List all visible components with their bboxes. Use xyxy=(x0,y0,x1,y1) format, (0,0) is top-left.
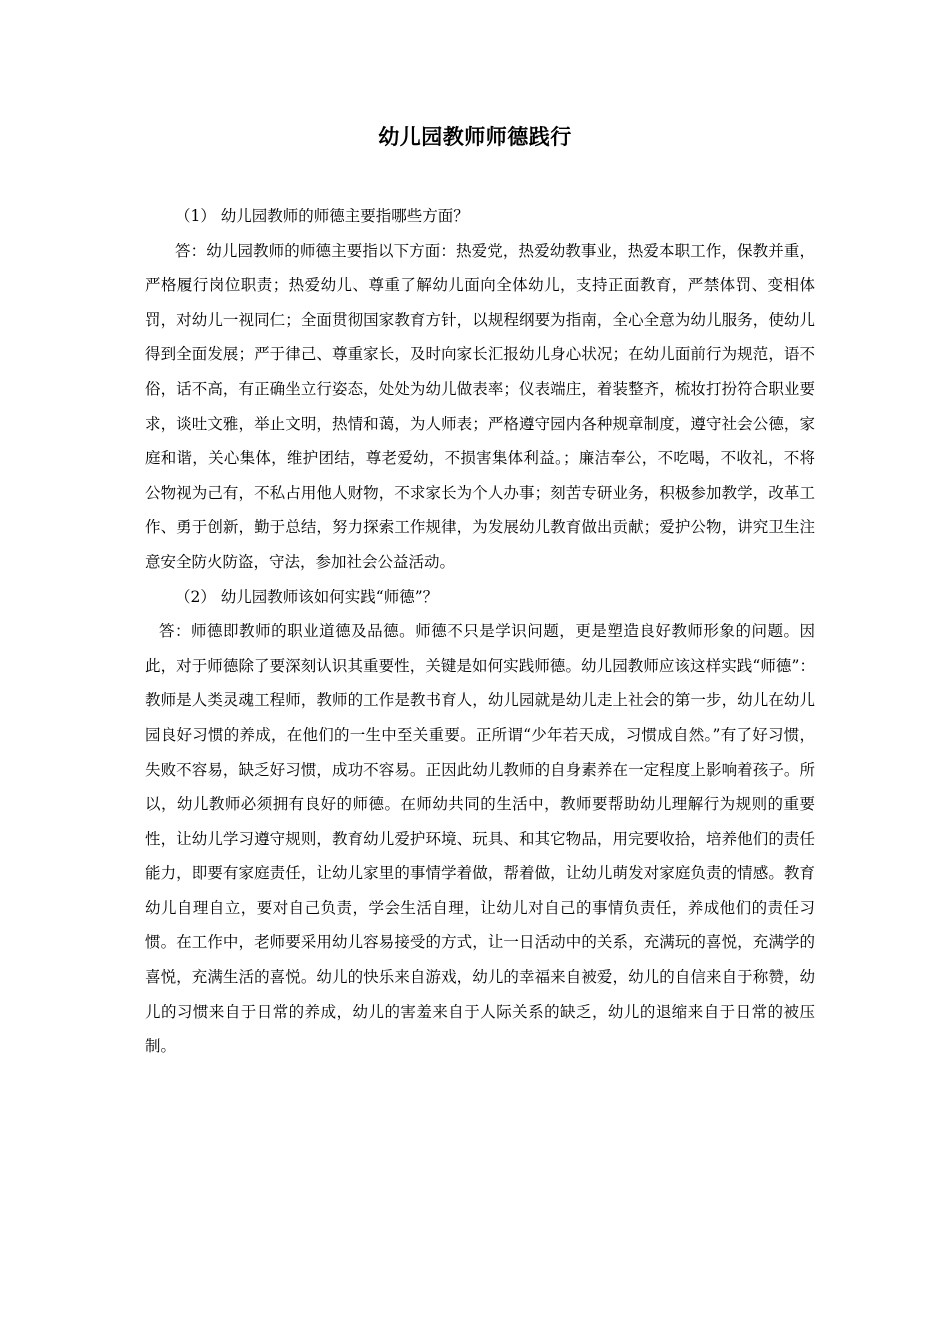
answer-2: 答：师德即教师的职业道德及品德。师德不只是学识问题，更是塑造良好教师形象的问题。因此，对于师德除了要深刻认识其重要性，关键是如何实践师德。幼儿园教师应该这样实践“师德”：教师是人类灵魂工程师，教师的工作是教书育人，幼儿园就是幼儿走上社会的第一步，幼儿在幼儿园良好习惯的养成，在他们的一生中至关重要。正所谓“少年若天成，习惯成自然。”有了好习惯，失败不容易，缺乏好习惯，成功不容易。正因此幼儿教师的自身素养在一定程度上影响着孩子。所以，幼儿教师必须拥有良好的师德。在师幼共同的生活中，教师要帮助幼儿理解行为规则的重要性，让幼儿学习遵守规则，教育幼儿爱护环境、玩具、和其它物品，用完要收拾，培养他们的责任能力，即要有家庭责任，让幼儿家里的事情学着做，帮着做，让幼儿萌发对家庭负责的情感。教育幼儿自理自立，要对自己负责，学会生活自理，让幼儿对自己的事情负责任，养成他们的责任习惯。在工作中，老师要采用幼儿容易接受的方式，让一日活动中的关系，充满玩的喜悦，充满学的喜悦，充满生活的喜悦。幼儿的快乐来自游戏，幼儿的幸福来自被爱，幼儿的自信来自于称赞，幼儿的习惯来自于日常的养成，幼儿的害羞来自于人际关系的缺乏，幼儿的退缩来自于日常的被压制。 xyxy=(145,622,815,1056)
answer-1: 答：幼儿园教师的师德主要指以下方面：热爱党，热爱幼教事业，热爱本职工作，保教并重，严格履行岗位职责；热爱幼儿、尊重了解幼儿面向全体幼儿，支持正面教育，严禁体罚、变相体罚，对幼儿一视同仁；全面贯彻国家教育方针，以规程纲要为指南，全心全意为幼儿服务，使幼儿得到全面发展；严于律己、尊重家长，及时向家长汇报幼儿身心状况；在幼儿面前行为规范，语不俗，话不高，有正确坐立行姿态，处处为幼儿做表率；仪表端庄，着装整齐，梳妆打扮符合职业要求，谈吐文雅，举止文明，热情和蔼，为人师表；严格遵守园内各种规章制度，遵守社会公德，家庭和谐，关心集体，维护团结，尊老爱幼，不损害集体利益。；廉洁奉公，不吃喝，不收礼，不将公物视为己有，不私占用他人财物，不求家长为个人办事；刻苦专研业务，积极参加教学，改革工作、勇于创新，勤于总结，努力探索工作规律，为发展幼儿教育做出贡献；爱护公物，讲究卫生注意安全防火防盗，守法，参加社会公益活动。 xyxy=(145,241,815,571)
document-body xyxy=(145,199,815,1064)
document-title: 幼儿园教师师德践行 xyxy=(378,124,572,149)
question-2: （2） 幼儿园教师该如何实践“师德”？ xyxy=(175,587,439,606)
question-1: （1） 幼儿园教师的师德主要指哪些方面？ xyxy=(175,207,469,225)
